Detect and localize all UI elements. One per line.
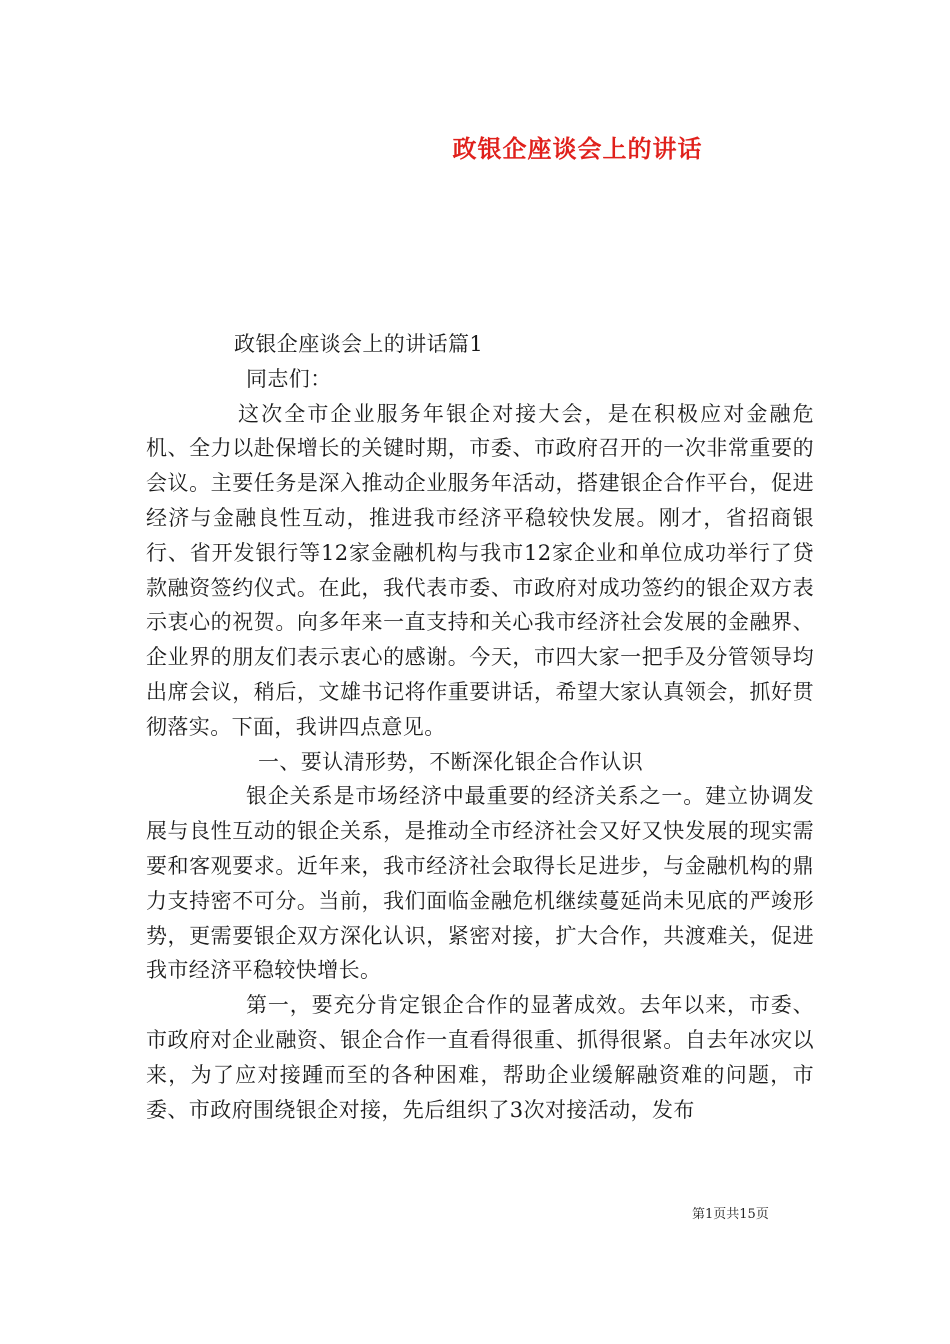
- page-number: 第1页共15页: [692, 1207, 769, 1222]
- section-heading: 一、要认清形势，不断深化银企合作认识: [258, 749, 644, 774]
- paragraph: 第一，要充分肯定银企合作的显著成效。去年以来，市委、市政府对企业融资、银企合作一直看得很重、抓得很紧。自去年冰灾以来，为了应对接踵而至的各种困难，帮助企业缓解融资难的问题，市委、市政府围绕银企对接，先后组织了3次对接活动，发布: [146, 993, 814, 1122]
- document-body: [146, 327, 814, 1127]
- paragraph: 银企关系是市场经济中最重要的经济关系之一。建立协调发展与良性互动的银企关系，是推动全市经济社会又好又快发展的现实需要和客观要求。近年来，我市经济社会取得长足进步，与金融机构的鼎力支持密不可分。当前，我们面临金融危机继续蔓延尚未见底的严竣形势，更需要银企双方深化认识，紧密对接，扩大合作，共渡难关，促进我市经济平稳较快增长。: [146, 784, 814, 983]
- section-title: 政银企座谈会上的讲话篇1: [234, 332, 484, 356]
- document-title: 政银企座谈会上的讲话: [452, 134, 703, 163]
- paragraph: 这次全市企业服务年银企对接大会，是在积极应对金融危机、全力以赴保增长的关键时期，市委、市政府召开的一次非常重要的会议。主要任务是深入推动企业服务年活动，搭建银企合作平台，促进经济与金融良性互动，推进我市经济平稳较快发展。刚才，省招商银行、省开发银行等12家金融机构与我市12家企业和单位成功举行了贷款融资签约仪式。在此，我代表市委、市政府对成功签约的银企双方表示衷心的祝贺。向多年来一直支持和关心我市经济社会发展的金融界、企业界的朋友们表示衷心的感谢。今天，市四大家一把手及分管领导均出席会议，稍后，文雄书记将作重要讲话，希望大家认真领会，抓好贯彻落实。下面，我讲四点意见。: [146, 401, 814, 739]
- greeting: 同志们：: [246, 366, 332, 391]
